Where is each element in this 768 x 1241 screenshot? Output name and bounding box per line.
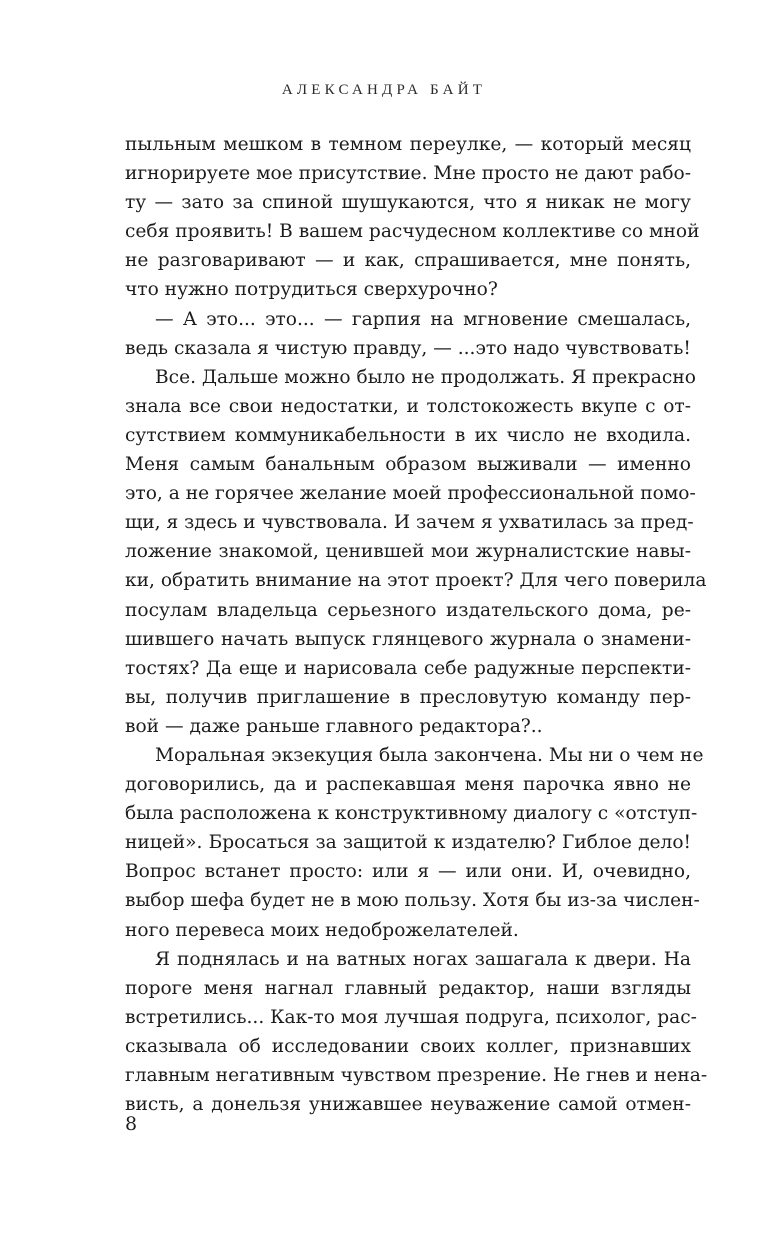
text-line: ту — зато за спиной шушукаются, что я никак не могу	[125, 192, 691, 214]
text-line: ложение знакомой, ценившей мои журналистские навы-	[125, 541, 691, 563]
text-line: — А это... это... — гарпия на мгновение смешалась,	[155, 308, 691, 330]
text-line: Все. Дальше можно было не продолжать. Я прекрасно	[155, 366, 696, 388]
text-line: шившего начать выпуск глянцевого журнала о знамени-	[125, 628, 691, 650]
text-line: сказывала об исследовании своих коллег, признавших	[125, 1035, 691, 1057]
text-line: сутствием коммуникабельности в их число не входила.	[125, 424, 691, 446]
text-line: Я поднялась и на ватных ногах зашагала к двери. На	[155, 948, 691, 970]
text-line: посулам владельца серьезного издательского дома, ре-	[125, 599, 691, 621]
text-line: не разговаривают — и как, спрашивается, мне понять,	[125, 250, 691, 272]
text-line: игнорируете мое присутствие. Мне просто не дают рабо-	[125, 163, 691, 185]
text-line: это, а не горячее желание моей профессиональной помо-	[125, 483, 696, 505]
text-line: была расположена к конструктивному диалогу с «отступ-	[125, 803, 698, 825]
page-number: 8	[125, 1113, 138, 1135]
running-head-author: АЛЕКСАНДРА БАЙТ	[281, 82, 487, 98]
text-line: знала все свои недостатки, и толстокожесть вкупе с от-	[125, 395, 691, 417]
text-line: вы, получив приглашение в пресловутую команду пер-	[125, 686, 691, 708]
text-line: главным негативным чувством презрение. Не гнев и нена-	[125, 1065, 708, 1086]
text-line: себя проявить! В вашем расчудесном коллективе со мной	[125, 221, 700, 243]
text-line: вой — даже раньше главного редактора?..	[125, 715, 543, 737]
text-line: щи, я здесь и чувствовала. И зачем я ухватилась за пред-	[125, 512, 694, 534]
body-text	[125, 130, 708, 1119]
text-line: ки, обратить внимание на этот проект? Для чего поверила	[125, 570, 707, 592]
text-line: пороге меня нагнал главный редактор, наши взгляды	[125, 977, 691, 999]
text-line: Вопрос встанет просто: или я — или они. И, очевидно,	[125, 861, 691, 883]
text-line: встретились... Как-то моя лучшая подруга, психолог, рас-	[125, 1006, 697, 1028]
text-line: ведь сказала я чистую правду, — ...это надо чувствовать!	[125, 337, 691, 359]
text-line: ницей». Бросаться за защитой к издателю? Гиблое дело!	[125, 832, 691, 854]
text-line: Меня самым банальным образом выживали — именно	[125, 454, 691, 476]
text-line: договорились, да и распекавшая меня парочка явно не	[125, 774, 691, 796]
text-line: Моральная экзекуция была закончена. Мы ни о чем не	[155, 744, 704, 766]
text-line: висть, а донельзя унижавшее неуважение самой отмен-	[125, 1094, 691, 1116]
text-line: тостях? Да еще и нарисовала себе радужные перспекти-	[125, 657, 691, 679]
text-line: выбор шефа будет не в мою пользу. Хотя бы из-за числен-	[125, 890, 700, 912]
text-line: пыльным мешком в темном переулке, — который месяц	[125, 134, 691, 155]
text-line: ного перевеса моих недоброжелателей.	[125, 919, 519, 941]
text-line: что нужно потрудиться сверхурочно?	[125, 279, 498, 301]
